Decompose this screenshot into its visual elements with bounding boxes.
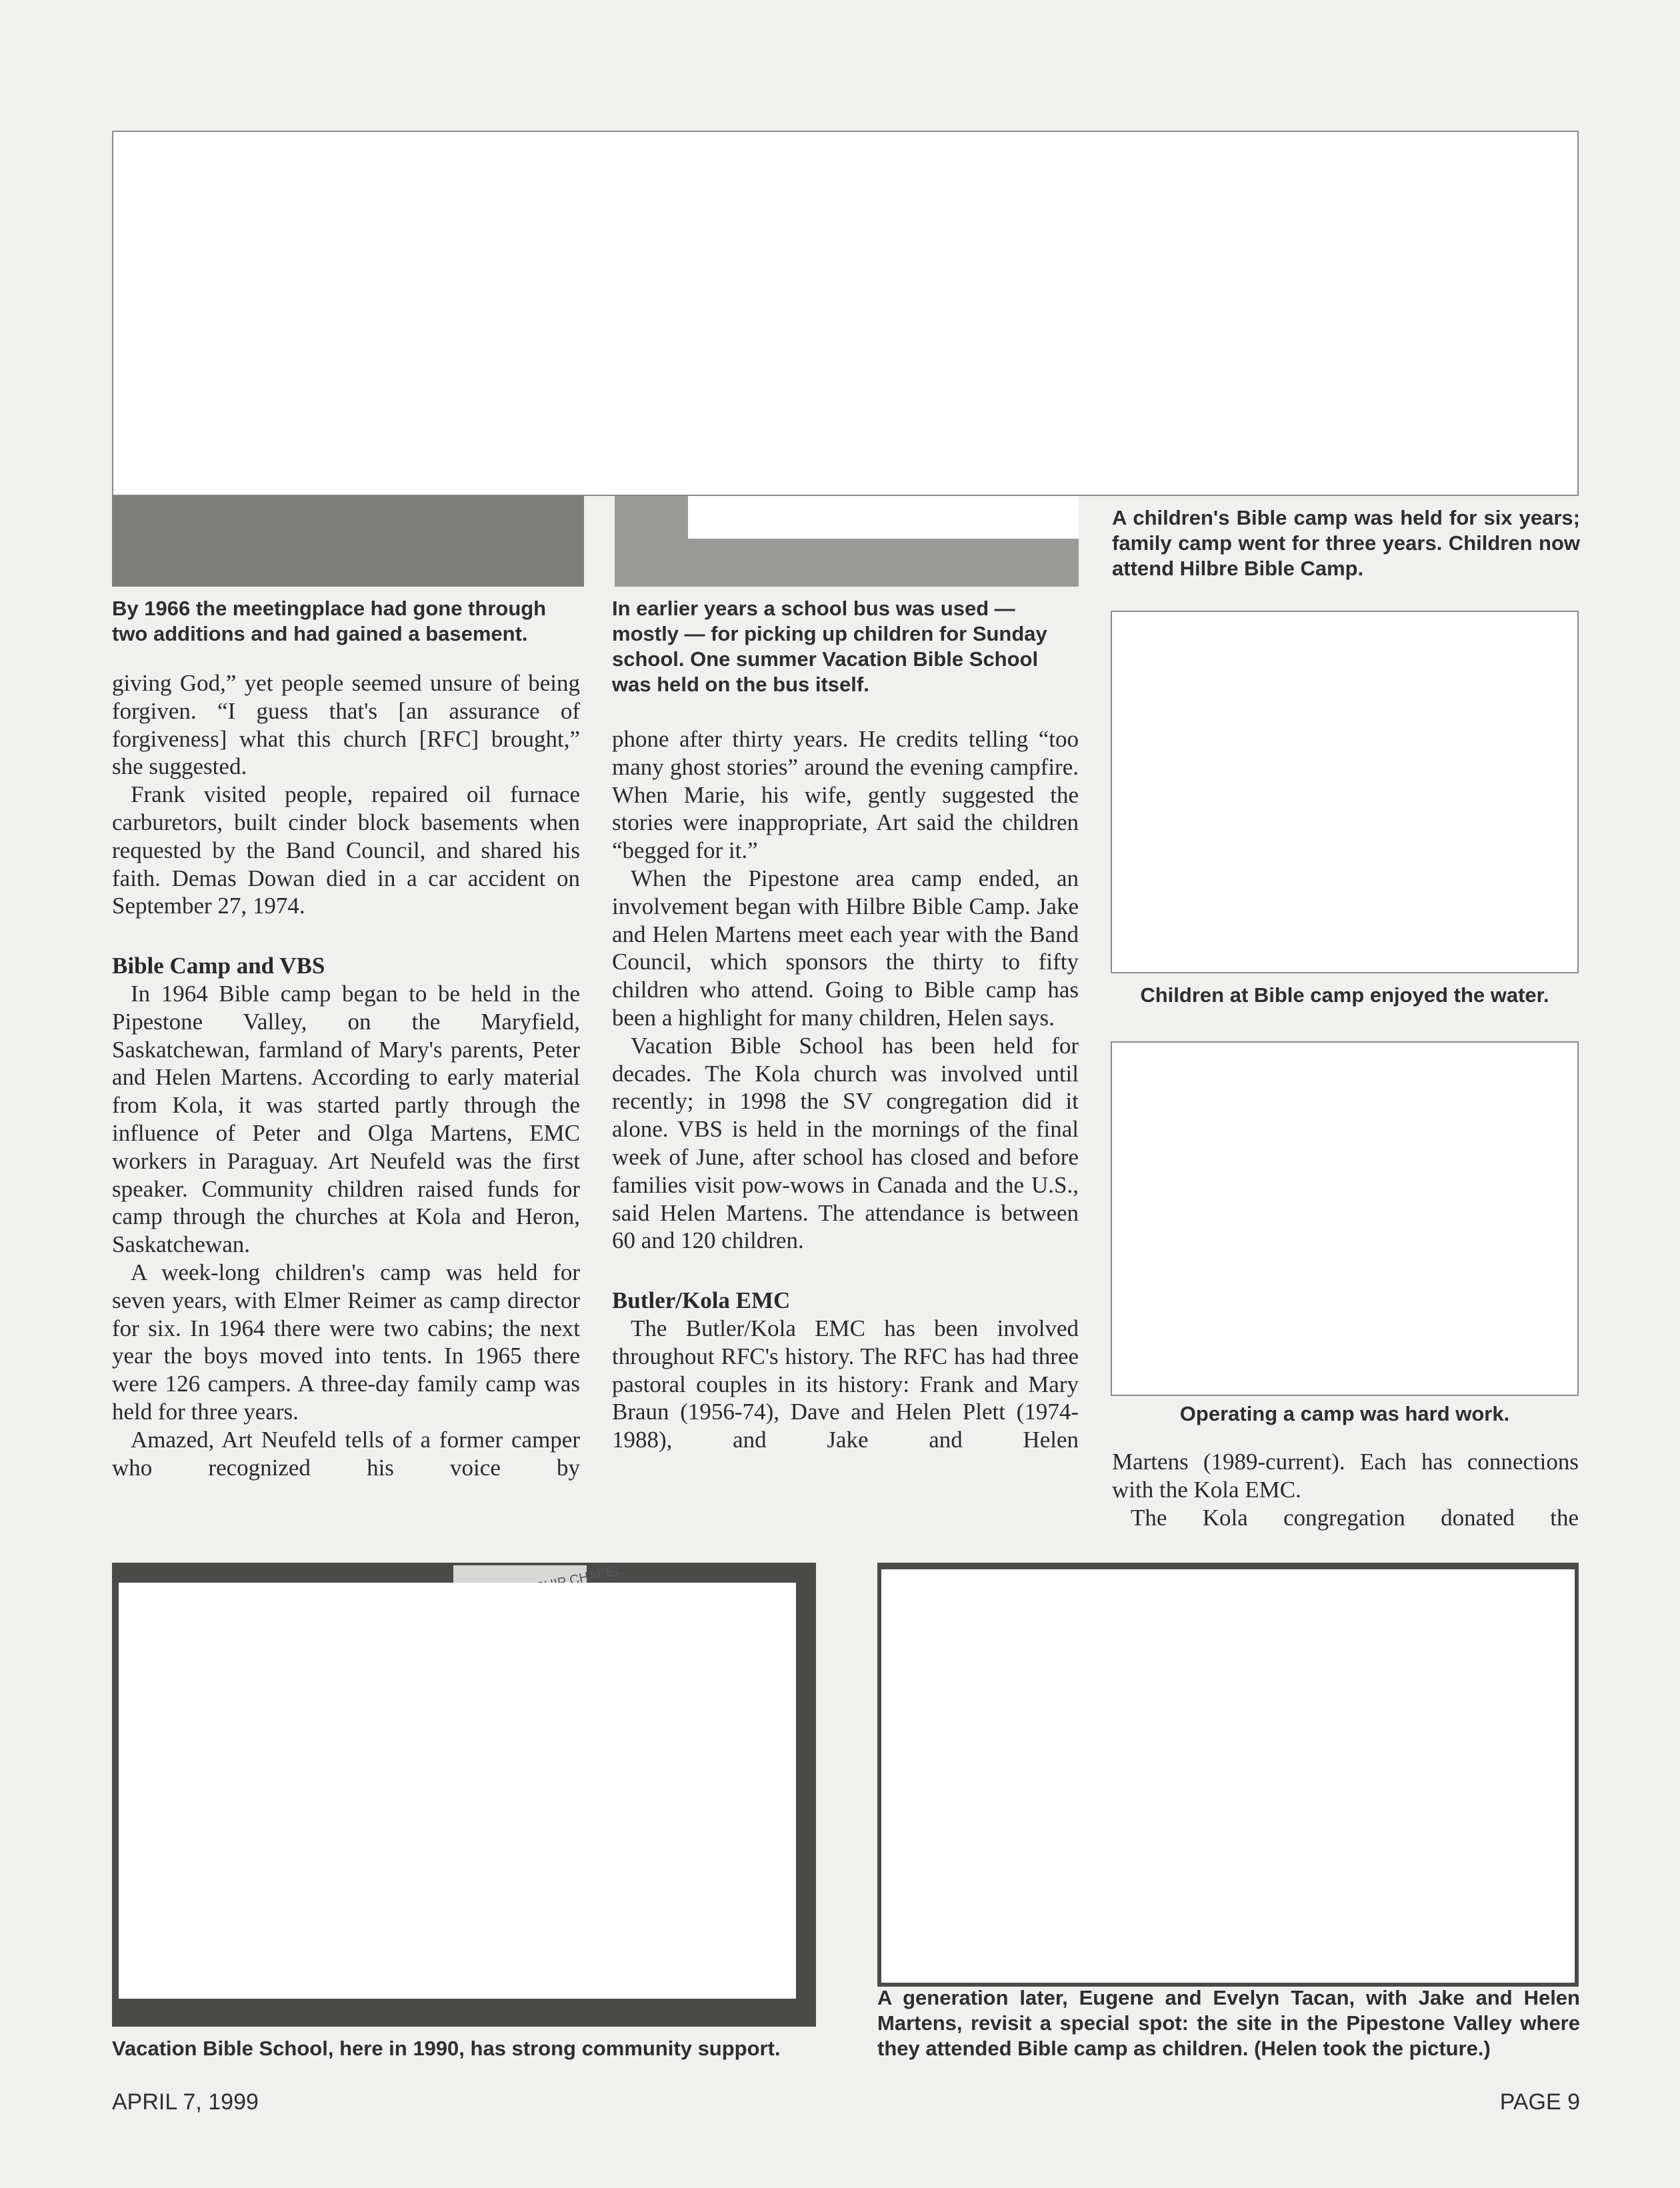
photo-pipestone-revisit-mask bbox=[881, 1569, 1575, 1983]
article-column-3 bbox=[1112, 1448, 1579, 1531]
column-1-paragraph: giving God,” yet people seemed unsure of being forgiven. “I guess that's [an assurance of forgiveness] what this church [RFC] brought,” she suggested. bbox=[112, 670, 580, 780]
column-2-paragraph: The Butler/Kola EMC has been involved throughout RFC's history. The RFC has had three pastoral couples in its history: Frank and Mary Braun (1956-74), Dave and Helen Plett (1974-1988), and Jake and Helen bbox=[612, 1315, 1079, 1453]
column-1-paragraph: Amazed, Art Neufeld tells of a former camper who recognized his voice by bbox=[112, 1426, 580, 1481]
caption-childrens-camp: A children's Bible camp was held for six years; family camp went for three years. Children now attend Hilbre Bible Camp. bbox=[1112, 506, 1580, 580]
column-2-paragraph: Vacation Bible School has been held for decades. The Kola church was involved until recently; in 1998 the SV congregation did it alone. VBS is held in the mornings of the final week of June, after school has closed and before families visit pow-wows in Canada and the U.S., said Helen Martens. The attendance is between 60 and 120 children. bbox=[612, 1032, 1079, 1254]
photo-camp-work bbox=[1111, 1041, 1579, 1396]
column-1-paragraph: A week-long children's camp was held for seven years, with Elmer Reimer as camp director for six. In 1964 there were two cabins; the next year the boys moved into tents. In 1965 there were 126 campers. A three-day family camp was held for three years. bbox=[112, 1259, 580, 1425]
column-3-paragraph: The Kola congregation donated the bbox=[1131, 1504, 1579, 1531]
page-number: PAGE 9 bbox=[1499, 2089, 1580, 2115]
caption-pipestone-revisit: A generation later, Eugene and Evelyn Tacan, with Jake and Helen Martens, revisit a special spot: the site in the Pipestone Valley where they attended Bible camp as children. (Helen took the picture.) bbox=[877, 1986, 1580, 2060]
photo-vbs-1990-mask bbox=[119, 1583, 796, 1999]
caption-vbs-1990: Vacation Bible School, here in 1990, has strong community support. bbox=[112, 2037, 781, 2060]
section-heading-butler-kola: Butler/Kola EMC bbox=[612, 1287, 791, 1314]
section-heading-bible-camp: Bible Camp and VBS bbox=[112, 953, 325, 979]
column-1-paragraph: In 1964 Bible camp began to be held in the Pipestone Valley, on the Maryfield, Saskatchewan, farmland of Mary's parents, Peter and Helen Martens. According to early material from Kola, it was started partly through the influence of Peter and Olga Martens, EMC workers in Paraguay. Art Neufeld was the first speaker. Community children raised funds for camp through the churches at Kola and Heron, Saskatchewan. bbox=[112, 980, 580, 1258]
photo-vbs-1990-mask-top bbox=[119, 1583, 452, 1623]
issue-date: APRIL 7, 1999 bbox=[112, 2089, 259, 2115]
caption-school-bus: In earlier years a school bus was used — mostly — for picking up children for Sunday school. One summer Vacation Bible School was held on the bus itself. bbox=[612, 597, 1047, 696]
column-3-paragraph: Martens (1989-current). Each has connections with the Kola EMC. bbox=[1112, 1449, 1579, 1503]
photo-children-water bbox=[1111, 611, 1579, 973]
article-column-2 bbox=[612, 725, 1079, 1454]
photo-top-large-mask bbox=[113, 132, 1577, 459]
column-2-paragraph: phone after thirty years. He credits telling “too many ghost stories” around the evening campfire. When Marie, his wife, gently suggested the stories were inappropriate, Art said the children “begged for it.” bbox=[612, 726, 1079, 864]
caption-meetingplace: By 1966 the meetingplace had gone through two additions and had gained a basement. bbox=[112, 597, 547, 645]
column-1-paragraph: Frank visited people, repaired oil furnace carburetors, built cinder block basements when requested by the Band Council, and shared his faith. Demas Dowan died in a car accident on September 27, 1974. bbox=[112, 781, 580, 919]
article-column-1 bbox=[112, 669, 580, 1481]
caption-camp-work: Operating a camp was hard work. bbox=[1179, 1402, 1510, 1425]
caption-children-water: Children at Bible camp enjoyed the water. bbox=[1140, 983, 1549, 1007]
column-2-paragraph: When the Pipestone area camp ended, an involvement began with Hilbre Bible Camp. Jake and Helen Martens meet each year with the Band Council, which sponsors the thirty to fifty children who attend. Going to Bible camp has been a highlight for many children, Helen says. bbox=[612, 865, 1079, 1031]
